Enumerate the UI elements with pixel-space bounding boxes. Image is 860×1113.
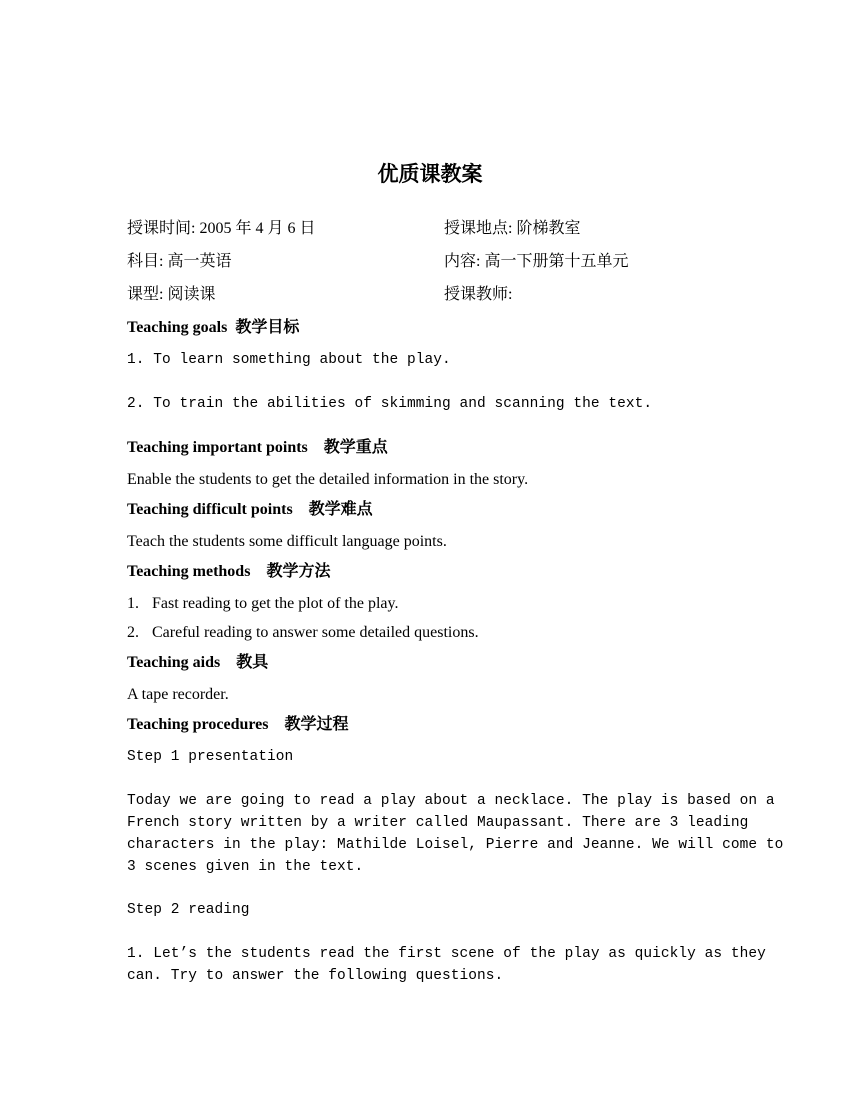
paragraph-line: 3 scenes given in the text.: [127, 859, 364, 875]
method-number: 2.: [127, 624, 139, 641]
heading-en: Teaching difficult points: [127, 501, 293, 518]
heading-en: Teaching aids: [127, 654, 221, 671]
step1-paragraph: [127, 790, 784, 878]
method-item-2: [127, 623, 479, 643]
heading-cn: 教学目标: [235, 319, 300, 336]
heading-en: Teaching important points: [127, 439, 308, 456]
heading-cn: 教学难点: [308, 501, 373, 518]
step2-paragraph: [127, 943, 766, 987]
lesson-teacher: 授课教师:: [444, 286, 513, 303]
heading-cn: 教具: [236, 654, 269, 671]
difficult-text: Teach the students some difficult language points.: [127, 533, 447, 550]
heading-en: Teaching methods: [127, 563, 251, 580]
method-text: Careful reading to answer some detailed questions.: [152, 624, 479, 641]
method-item-1: [127, 594, 398, 614]
step1-title: Step 1 presentation: [127, 749, 294, 765]
aids-text: A tape recorder.: [127, 686, 229, 703]
paragraph-line: French story written by a writer called Maupassant. There are 3 leading: [127, 815, 749, 831]
document-title: 优质课教案: [377, 162, 483, 186]
heading-cn: 教学过程: [284, 716, 349, 733]
lesson-place: 授课地点: 阶梯教室: [444, 220, 581, 237]
important-text: Enable the students to get the detailed information in the story.: [127, 471, 529, 488]
step2-title: Step 2 reading: [127, 902, 250, 918]
section-heading-procedures: [127, 715, 349, 735]
heading-en: Teaching procedures: [127, 716, 269, 733]
paragraph-line: 1. Let’s the students read the first scene of the play as quickly as they: [127, 946, 766, 962]
heading-cn: 教学方法: [266, 563, 331, 580]
paragraph-line: Today we are going to read a play about a necklace. The play is based on a: [127, 793, 775, 809]
heading-cn: 教学重点: [323, 439, 388, 456]
heading-en: Teaching goals: [127, 319, 228, 336]
goal-item-2: 2. To train the abilities of skimming and scanning the text.: [127, 396, 653, 412]
lesson-type: 课型: 阅读课: [127, 286, 216, 303]
section-heading-aids: [127, 653, 268, 673]
paragraph-line: characters in the play: Mathilde Loisel, Pierre and Jeanne. We will come to: [127, 837, 784, 853]
section-heading-goals: [127, 318, 299, 338]
section-heading-important: [127, 438, 388, 458]
method-number: 1.: [127, 595, 139, 612]
goal-item-1: 1. To learn something about the play.: [127, 352, 451, 368]
paragraph-line: can. Try to answer the following questions.: [127, 968, 504, 984]
lesson-subject: 科目: 高一英语: [127, 253, 232, 270]
method-text: Fast reading to get the plot of the play.: [152, 595, 399, 612]
section-heading-difficult: [127, 500, 373, 520]
section-heading-methods: [127, 562, 330, 582]
lesson-content: 内容: 高一下册第十五单元: [444, 253, 629, 270]
lesson-time: 授课时间: 2005 年 4 月 6 日: [127, 220, 316, 237]
